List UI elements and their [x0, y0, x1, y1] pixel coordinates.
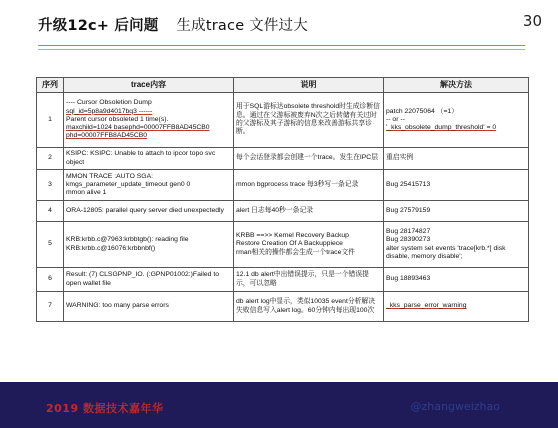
trace-line: KRB:krbb.c@16076:krbbnbf(): [66, 244, 156, 252]
slide-title: [38, 14, 308, 35]
trace-cell: [64, 201, 234, 222]
fix-line: patch 22075064 （=1）: [386, 107, 458, 115]
trace-cell: [64, 170, 234, 201]
col-header-seq: 序列: [37, 78, 64, 93]
trace-cell: [64, 148, 234, 170]
note-line: 12.1 db alert中出错误提示，只是一个错误提示，可以忽略: [236, 271, 369, 287]
row-number: 2: [37, 148, 64, 170]
note-line: 用于SQL游标达obsolete threshold时生成诊断信息。通过在父游标被废弃N次之后转储有关过时的父游标及其子游标的信息来改善游标共享诊断。: [236, 103, 380, 136]
trace-cell: [64, 222, 234, 268]
trace-line: KRB:krbb.c@7963:krbbtgb(): reading file: [66, 236, 189, 244]
trace-line: MMON TRACE :AUTO SGA:: [66, 172, 153, 180]
trace-line: phd=00007FFB8AD45CB0: [66, 132, 148, 140]
title-subtitle: 生成trace 文件过大: [176, 18, 308, 34]
note-cell: [234, 93, 384, 148]
fix-line: Bug 28390273: [386, 236, 431, 244]
fix-cell: [384, 170, 529, 201]
trace-line: Result: (7) CLSGPNP_IO. (:GPNP01002:)Failed to open wallet file: [66, 271, 219, 287]
fix-line: _kks_parse_error_warning: [386, 302, 467, 310]
note-cell: [234, 148, 384, 170]
note-line: db alert log中显示，类似10035 event分析解决失败信息写入alert log。60分钟内每出现100次: [236, 298, 376, 314]
note-line: Restore Creation Of A Backuppiece: [236, 240, 343, 248]
trace-cell: [64, 268, 234, 292]
fix-cell: [384, 93, 529, 148]
note-line: KRBB ==>> Kernel Recovery Backup: [236, 232, 349, 240]
trace-line: kmgs_parameter_update_timeout gen0 0: [66, 180, 191, 188]
trace-line: sql_id=5p8a9d4017bq3 ------: [66, 107, 153, 115]
fix-cell: [384, 292, 529, 322]
note-line: rman相关的操作都会生成一个trace文件: [236, 248, 355, 256]
trace-cell: [64, 292, 234, 322]
table-row: [37, 93, 529, 148]
header-rule-top: [38, 45, 525, 46]
title-main: 升级12c+ 后问题: [38, 18, 159, 34]
trace-issues-table: [36, 77, 529, 322]
table-row: [37, 148, 529, 170]
trace-line: maxchild=1024 basephd=00007FFB8AD45CB0: [66, 124, 210, 132]
fix-cell: [384, 201, 529, 222]
fix-line: -- or --: [386, 115, 405, 123]
row-number: 6: [37, 268, 64, 292]
note-line: alert 日志每40秒一条记录: [236, 206, 314, 214]
note-line: mmon bgprocess trace 每3秒写一条记录: [236, 180, 359, 188]
row-number: 7: [37, 292, 64, 322]
fix-line: Bug 28174827: [386, 227, 431, 235]
trace-line: Parent cursor obsoleted 1 time(s).: [66, 115, 169, 123]
row-number: 5: [37, 222, 64, 268]
table-header-row: [37, 78, 529, 93]
table-row: [37, 268, 529, 292]
fix-line: alter system set events 'trace[krb.*] disk disable, memory disable';: [386, 244, 506, 260]
trace-line: KSIPC: KSIPC: Unable to attach to ipcor topo svc object: [66, 150, 216, 166]
note-cell: [234, 292, 384, 322]
fix-cell: [384, 222, 529, 268]
trace-line: ORA-12805: parallel query server died unexpectedly: [66, 206, 224, 214]
header-rule-bottom: [38, 49, 525, 50]
note-cell: [234, 170, 384, 201]
page-number: 30: [522, 12, 542, 30]
trace-line: mmon alive 1: [66, 189, 107, 197]
note-cell: [234, 268, 384, 292]
footer-author: @zhangweizhao: [410, 400, 500, 413]
trace-line: WARNING: too many parse errors: [66, 302, 169, 310]
note-cell: [234, 222, 384, 268]
fix-line: Bug 27579159: [386, 206, 431, 214]
row-number: 4: [37, 201, 64, 222]
table-row: [37, 201, 529, 222]
table-row: [37, 292, 529, 322]
trace-cell: [64, 93, 234, 148]
fix-line: 重启实例: [386, 154, 414, 162]
table-row: [37, 170, 529, 201]
trace-line: ---- Cursor Obsoletion Dump: [66, 99, 152, 107]
table-row: [37, 222, 529, 268]
fix-cell: [384, 268, 529, 292]
col-header-note: 说明: [234, 78, 384, 93]
footer-bar: [0, 382, 558, 428]
footer-event-name: 2019 数据技术嘉年华: [46, 402, 164, 415]
fix-line: Bug 18893463: [386, 275, 431, 283]
fix-line: Bug 25415713: [386, 180, 431, 188]
fix-line: '_kks_obsolete_dump_threshold' = 0: [386, 124, 497, 132]
note-cell: [234, 201, 384, 222]
col-header-trace: trace内容: [64, 78, 234, 93]
row-number: 3: [37, 170, 64, 201]
fix-cell: [384, 148, 529, 170]
col-header-fix: 解决方法: [384, 78, 529, 93]
note-line: 每个会话登录都会创建一个trace。发生在IPC层: [236, 154, 378, 162]
row-number: 1: [37, 93, 64, 148]
